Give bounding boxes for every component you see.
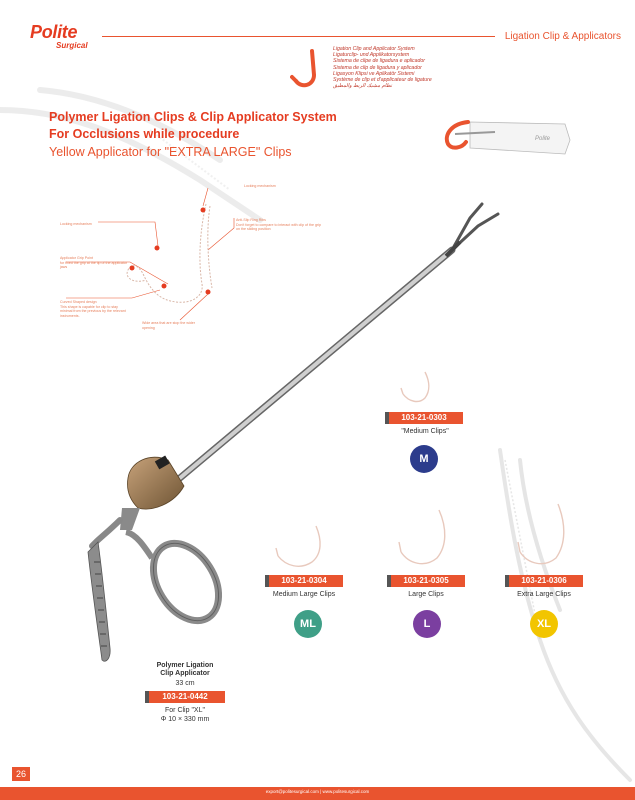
product-label: Large Clips — [408, 591, 444, 598]
annotation-body: Don't forget to compare to interact with clip of the grip on the sliding position — [236, 222, 321, 231]
language-list — [333, 46, 473, 89]
footer-contact: export@politesurgical.com | www.politesurgical.com — [265, 789, 370, 794]
page-subtitle: For Occlusions while procedure — [49, 127, 240, 141]
size-badge: M — [410, 445, 438, 473]
applicator-name-line: Clip Applicator — [160, 670, 210, 677]
clip-image-medium-large — [268, 522, 338, 572]
page-number: 26 — [12, 767, 30, 781]
lang-line: Ligasyon Klipsi ve Aplikatör Sistemi — [333, 70, 415, 77]
lang-line: نظام مشبك الربط والمطبق — [333, 83, 393, 90]
product-label: Extra Large Clips — [517, 591, 571, 598]
size-badge: L — [413, 610, 441, 638]
applicator-for-clip: For Clip "XL" — [165, 707, 205, 714]
product-code: 103-21-0304 — [265, 575, 343, 587]
annotation: Wide area that are stop the wider opening — [142, 321, 195, 330]
applicator-code: 103-21-0442 — [145, 691, 225, 703]
page-tagline: Yellow Applicator for "EXTRA LARGE" Clips — [49, 145, 292, 159]
mini-applicator-image — [440, 112, 580, 162]
lang-line: Sistema de clipe de ligadura e aplicador — [333, 58, 425, 65]
applicator-length: 33 cm — [175, 680, 195, 687]
size-badge: ML — [294, 610, 322, 638]
annotation: Locking mechanism — [244, 184, 276, 188]
logo-subtitle: Surgical — [56, 41, 88, 50]
applicator-dimensions: Φ 10 × 330 mm — [160, 716, 210, 723]
lang-line: Sistema de clip de ligadura y aplicador — [333, 64, 422, 71]
lang-line: Système de clip et d'applicateur de ligature — [333, 77, 432, 84]
clip-icon — [290, 47, 330, 92]
product-code: 103-21-0306 — [505, 575, 583, 587]
section-title: Ligation Clip & Applicators — [504, 31, 621, 42]
annotation: Locking mechanism — [60, 222, 92, 226]
applicator-name — [125, 662, 245, 678]
product-label: "Medium Clips" — [401, 428, 449, 435]
lang-line: Ligaturclip- und Applikatorsystem — [333, 52, 410, 59]
annotation-title: Anti-Slip Ring Ribs — [236, 218, 266, 222]
annotation-body: for fixed the grip at the tip of the applicator jaws — [60, 260, 128, 269]
lang-line: Ligation Clip and Applicator System — [333, 46, 415, 52]
header-divider — [102, 36, 495, 37]
size-badge: XL — [530, 610, 558, 638]
annotation-title: Curved Shaped design — [60, 300, 97, 304]
product-code: 103-21-0303 — [385, 412, 463, 424]
logo: Polite — [30, 22, 78, 42]
product-code: 103-21-0305 — [387, 575, 465, 587]
clip-image-medium — [395, 368, 445, 408]
annotation-title: Applicator Grip Point — [60, 256, 93, 260]
product-label: Medium Large Clips — [272, 591, 336, 598]
applicator-name-line: Polymer Ligation — [156, 662, 214, 669]
clip-image-extra-large — [512, 500, 582, 572]
annotation-body: This shape is capable for clip to stay minimal from the previous by the relevant instruments. — [60, 304, 126, 318]
applicator-specs — [125, 706, 245, 724]
mini-brand: Polite — [535, 136, 551, 142]
clip-image-large — [395, 506, 465, 571]
page-title: Polymer Ligation Clips & Clip Applicator System — [49, 110, 337, 124]
